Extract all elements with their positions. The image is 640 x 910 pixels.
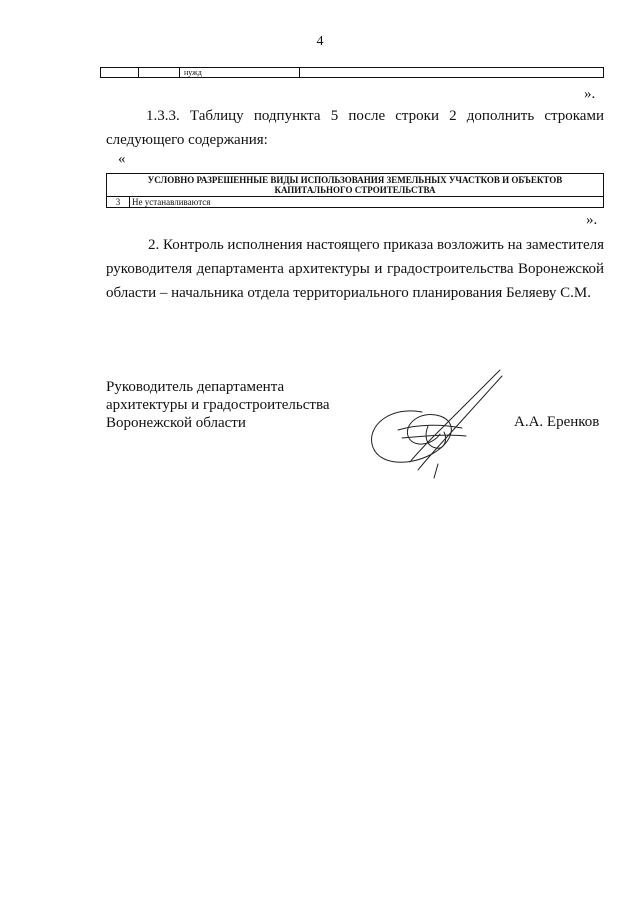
table-row bbox=[107, 197, 604, 208]
signer-position bbox=[106, 378, 329, 432]
continued-table-fragment bbox=[100, 67, 604, 78]
paragraph-2: 2. Контроль исполнения настоящего приказа возложить на заместителя руководителя департамента архитектуры и градостроительства Воронежской области – начальника отдела территориального планирования Беляеву С.М. bbox=[106, 237, 604, 301]
signer-position-line: Воронежской области bbox=[106, 415, 246, 431]
table-cell: нужд bbox=[180, 68, 300, 78]
permitted-uses-table bbox=[106, 173, 604, 208]
row-text: Не устанавливаются bbox=[130, 197, 604, 208]
signer-name: А.А. Еренков bbox=[514, 414, 600, 430]
signer-position-line: Руководитель департамента bbox=[106, 379, 285, 395]
closing-quote: ». bbox=[584, 86, 596, 102]
page-number: 4 bbox=[316, 34, 324, 49]
closing-quote: ». bbox=[586, 212, 598, 228]
paragraph-1-3-3: 1.3.3. Таблицу подпункта 5 после строки 2 дополнить строками следующего содержания: bbox=[106, 108, 604, 148]
signer-position-line: архитектуры и градостроительства bbox=[106, 397, 330, 413]
row-number: 3 bbox=[107, 197, 130, 208]
opening-quote: « bbox=[118, 151, 126, 167]
table-header: УСЛОВНО РАЗРЕШЕННЫЕ ВИДЫ ИСПОЛЬЗОВАНИЯ ЗЕМЕЛЬНЫХ УЧАСТКОВ И ОБЪЕКТОВ КАПИТАЛЬНОГО СТРОИТЕЛЬСТВА bbox=[107, 174, 604, 197]
handwritten-signature bbox=[362, 366, 512, 481]
